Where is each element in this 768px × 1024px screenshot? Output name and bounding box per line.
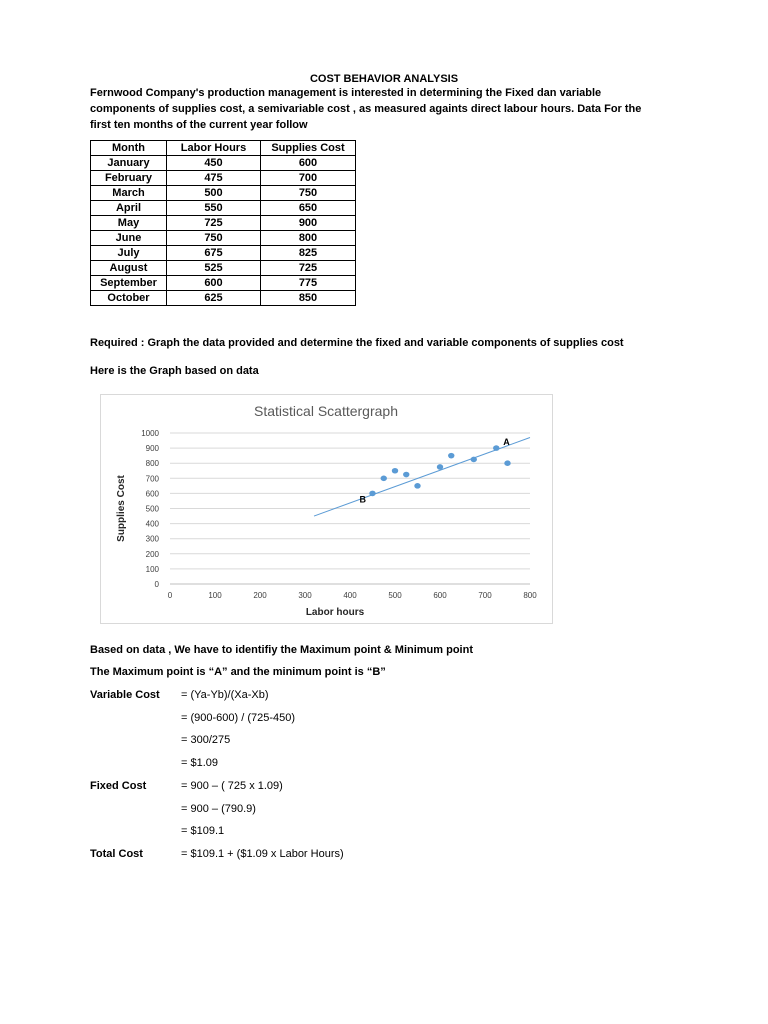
chart-title: Statistical Scattergraph [254,403,398,419]
calc-expression: = $109.1 [181,825,225,837]
cell-month: February [91,171,167,186]
header-month: Month [91,141,167,156]
y-axis-label: Supplies Cost [116,475,127,542]
cell-labor-hours: 525 [167,261,261,276]
x-tick-label: 700 [478,591,492,600]
x-axis-label: Labor hours [305,607,365,618]
x-tick-label: 200 [253,591,267,600]
calc-label: Variable Cost [90,689,160,701]
calc-expression: = (900-600) / (725-450) [181,712,296,724]
cell-month: January [91,156,167,171]
data-point [471,457,477,463]
document-title: COST BEHAVIOR ANALYSIS [309,73,459,85]
y-tick-label: 900 [145,444,159,454]
cell-labor-hours: 625 [167,291,261,306]
header-labor-hours: Labor Hours [167,141,261,156]
calc-expression: = 300/275 [181,734,231,746]
cell-labor-hours: 725 [167,216,261,231]
cell-labor-hours: 475 [167,171,261,186]
scattergraph-chart [100,394,553,624]
data-point [493,445,499,451]
cell-supplies-cost: 750 [261,186,356,201]
cell-month: July [91,246,167,261]
intro-paragraph [90,85,690,133]
cell-labor-hours: 750 [167,231,261,246]
chart-svg [101,395,552,623]
cell-month: May [91,216,167,231]
x-tick-label: 500 [388,591,402,600]
y-tick-label: 1000 [141,429,159,438]
data-point [504,460,510,466]
table-row [91,171,356,186]
y-tick-label: 100 [145,564,159,574]
cell-labor-hours: 675 [167,246,261,261]
cell-labor-hours: 550 [167,201,261,216]
cell-labor-hours: 500 [167,186,261,201]
calc-label: Total Cost [90,848,143,860]
calc-expression: = $109.1 + ($1.09 x Labor Hours) [181,848,344,860]
data-point [369,491,375,497]
identify-text: Based on data , We have to identifiy the Maximum point & Minimum point [90,644,473,656]
table-row [91,156,356,171]
cell-supplies-cost: 775 [261,276,356,291]
cost-data-table [90,140,356,306]
table-row [91,246,356,261]
table-row [91,261,356,276]
table-row [91,216,356,231]
cell-supplies-cost: 900 [261,216,356,231]
cell-supplies-cost: 800 [261,231,356,246]
cell-month: June [91,231,167,246]
table-row [91,186,356,201]
calc-expression: = 900 – (790.9) [181,803,256,815]
cell-month: August [91,261,167,276]
cell-labor-hours: 600 [167,276,261,291]
cell-supplies-cost: 725 [261,261,356,276]
cell-supplies-cost: 850 [261,291,356,306]
y-tick-label: 600 [145,489,159,499]
x-tick-label: 100 [208,591,222,600]
intro-line: components of supplies cost, a semivariable cost , as measured againts direct labour hours. Data For the [90,103,642,115]
y-tick-label: 400 [145,519,159,529]
x-tick-label: 300 [298,591,312,600]
calc-expression: = 900 – ( 725 x 1.09) [181,780,283,792]
max-min-text: The Maximum point is “A” and the minimum point is “B” [90,666,386,678]
data-point [392,468,398,474]
data-point [403,472,409,478]
cell-supplies-cost: 650 [261,201,356,216]
data-point [381,476,387,482]
data-point [414,483,420,489]
y-tick-label: 700 [145,474,159,484]
table-body [91,156,356,306]
data-point [448,453,454,459]
cell-month: March [91,186,167,201]
y-tick-label: 500 [145,504,159,514]
point-annotation: A [503,437,510,448]
required-text: Required : Graph the data provided and determine the fixed and variable components of supplies cost [90,337,624,349]
x-tick-label: 600 [433,591,447,600]
header-supplies-cost: Supplies Cost [261,141,356,156]
y-tick-label: 0 [154,580,159,589]
x-tick-label: 800 [523,591,537,600]
cell-labor-hours: 450 [167,156,261,171]
calc-expression: = (Ya-Yb)/(Xa-Xb) [181,689,269,701]
intro-line: Fernwood Company's production management is interested in determining the Fixed dan variable [90,87,602,99]
cell-supplies-cost: 825 [261,246,356,261]
x-tick-label: 400 [343,591,357,600]
calc-expression: = $1.09 [181,757,219,769]
cell-supplies-cost: 600 [261,156,356,171]
cell-month: September [91,276,167,291]
graph-intro-text: Here is the Graph based on data [90,365,259,377]
table-header-row [91,141,356,156]
table-row [91,276,356,291]
data-point [437,464,443,470]
table-row [91,201,356,216]
x-tick-label: 0 [167,591,173,600]
y-tick-label: 800 [145,459,159,469]
intro-line: first ten months of the current year follow [90,119,308,131]
cell-month: April [91,201,167,216]
y-tick-label: 200 [145,549,159,559]
table-row [91,231,356,246]
cell-supplies-cost: 700 [261,171,356,186]
calc-label: Fixed Cost [90,780,147,792]
y-tick-label: 300 [145,534,159,544]
table-row [91,291,356,306]
point-annotation: B [359,494,366,505]
cell-month: October [91,291,167,306]
